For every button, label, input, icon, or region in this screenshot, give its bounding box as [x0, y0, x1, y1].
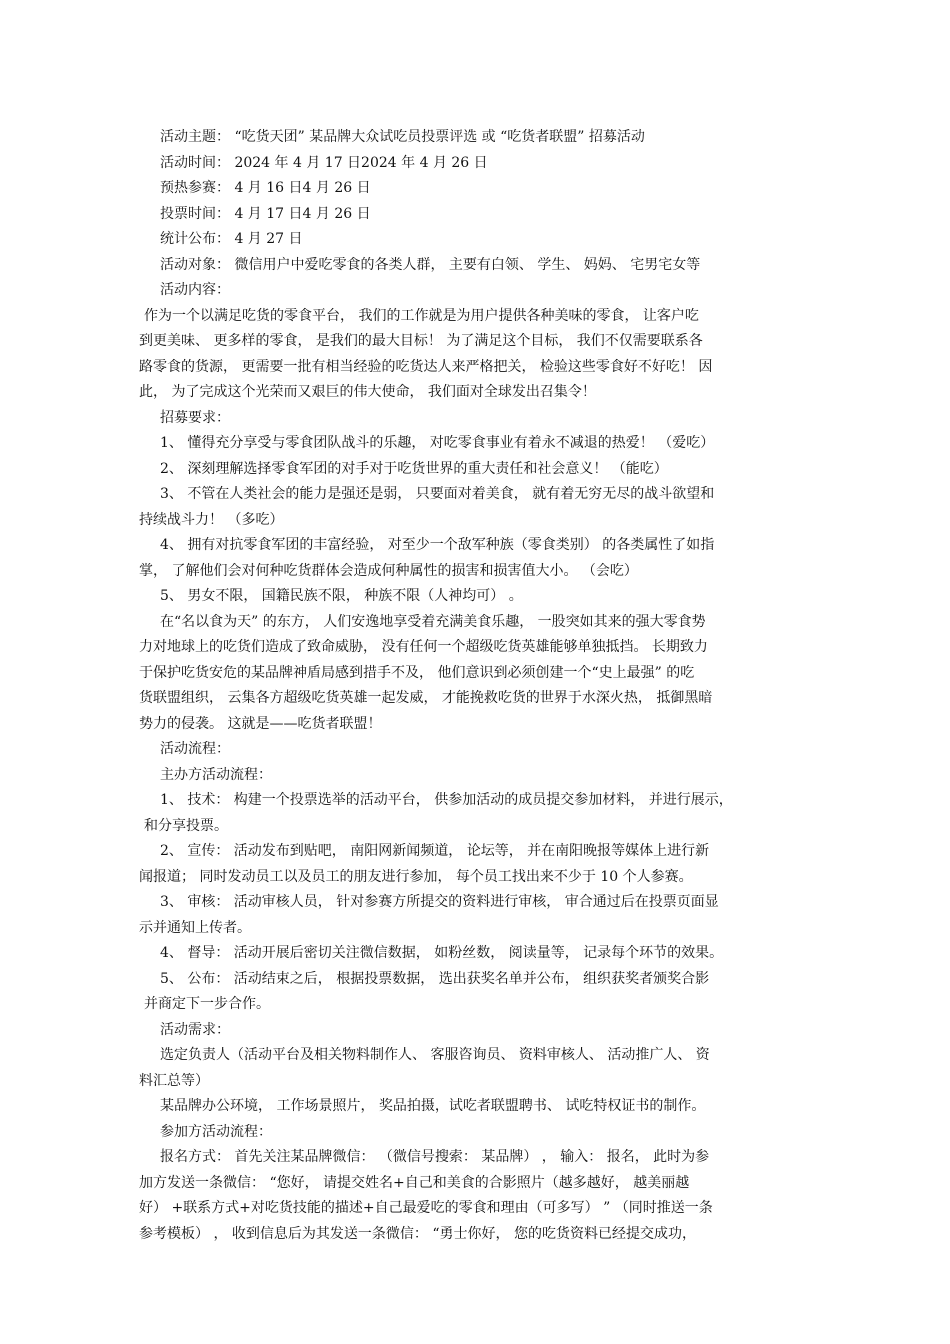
- signup-paragraph-line: 参考模板） ， 收到信息后为其发送一条微信： “勇士你好， 您的吃货资料已经提交成功，: [139, 1226, 696, 1242]
- requirement-item-cont: 持续战斗力！ （多吃）: [139, 512, 284, 528]
- signup-paragraph-line: 报名方式： 首先关注某品牌微信： （微信号搜索： 某品牌） ， 输入： 报名， 此时为参: [160, 1149, 710, 1165]
- organizer-step-cont: 示并通知上传者。: [139, 920, 251, 936]
- participant-process-heading: 参加方活动流程：: [160, 1124, 272, 1140]
- intro-paragraph-line: 到更美味、 更多样的零食， 是我们的最大目标！ 为了满足这个目标， 我们不仅需要联系各: [139, 333, 703, 349]
- requirement-item: 5、 男女不限， 国籍民族不限， 种族不限（人神均可） 。: [160, 588, 523, 604]
- story-paragraph-line: 势力的侵袭。 这就是——吃货者联盟！: [139, 716, 382, 732]
- organizer-step: 5、 公布： 活动结束之后， 根据投票数据， 选出获奖名单并公布， 组织获奖者颁奖合影: [160, 971, 710, 987]
- organizer-process-heading: 主办方活动流程：: [160, 767, 272, 783]
- voting-time-line: 投票时间： 4 月 17 日4 月 26 日: [160, 206, 371, 222]
- content-heading: 活动内容：: [160, 282, 230, 298]
- signup-paragraph-line: 好） +联系方式+对吃货技能的描述+自己最爱吃的零食和理由（可多写） ” （同时推送一条: [139, 1200, 713, 1216]
- stats-publish-line: 统计公布： 4 月 27 日: [160, 231, 303, 247]
- intro-paragraph-line: 作为一个以满足吃货的零食平台， 我们的工作就是为用户提供各种美味的零食， 让客户吃: [144, 308, 699, 324]
- needs-line: 某品牌办公环境， 工作场景照片， 奖品拍摄，试吃者联盟聘书、 试吃特权证书的制作。: [160, 1098, 706, 1114]
- requirements-heading: 招募要求：: [160, 410, 230, 426]
- organizer-step-cont: 并商定下一步合作。: [144, 996, 270, 1012]
- activity-time-line: 活动时间： 2024 年 4 月 17 日2024 年 4 月 26 日: [160, 155, 488, 171]
- organizer-step: 3、 审核： 活动审核人员， 针对参赛方所提交的资料进行审核， 审合通过后在投票页面显: [160, 894, 719, 910]
- organizer-step-cont: 和分享投票。: [144, 818, 228, 834]
- needs-line-cont: 料汇总等）: [139, 1073, 209, 1089]
- preheat-line: 预热参赛： 4 月 16 日4 月 26 日: [160, 180, 371, 196]
- process-heading: 活动流程：: [160, 741, 230, 757]
- target-audience-line: 活动对象： 微信用户中爱吃零食的各类人群， 主要有白领、 学生、 妈妈、 宅男宅女等: [160, 257, 701, 273]
- requirement-item: 1、 懂得充分享受与零食团队战斗的乐趣， 对吃零食事业有着永不减退的热爱！ （爱吃）: [160, 435, 715, 451]
- needs-line: 选定负责人（活动平台及相关物料制作人、 客服咨询员、 资料审核人、 活动推广人、 资: [160, 1047, 710, 1063]
- intro-paragraph-line: 路零食的货源， 更需要一批有相当经验的吃货达人来严格把关， 检验这些零食好不好吃！ 因: [139, 359, 713, 375]
- story-paragraph-line: 在“名以食为天” 的东方， 人们安逸地享受着充满美食乐趣， 一股突如其来的强大零食势: [160, 614, 706, 630]
- story-paragraph-line: 货联盟组织， 云集各方超级吃货英雄一起发威， 才能挽救吃货的世界于水深火热， 抵御黑暗: [139, 690, 713, 706]
- organizer-step: 2、 宣传： 活动发布到贴吧， 南阳网新闻频道， 论坛等， 并在南阳晚报等媒体上进行新: [160, 843, 710, 859]
- activity-theme-line: 活动主题： “吃货天团” 某品牌大众试吃员投票评选 或 “吃货者联盟” 招募活动: [160, 129, 645, 145]
- organizer-step: 1、 技术： 构建一个投票选举的活动平台， 供参加活动的成员提交参加材料， 并进行展示，: [160, 792, 733, 808]
- story-paragraph-line: 力对地球上的吃货们造成了致命威胁， 没有任何一个超级吃货英雄能够单独抵挡。 长期致力: [139, 639, 708, 655]
- intro-paragraph-line: 此， 为了完成这个光荣而又艰巨的伟大使命， 我们面对全球发出召集令！: [139, 384, 596, 400]
- organizer-step-cont: 闻报道； 同时发动员工以及员工的朋友进行参加， 每个员工找出来不少于 10 个人参赛。: [139, 869, 693, 885]
- story-paragraph-line: 于保护吃货安危的某品牌神盾局感到措手不及， 他们意识到必须创建一个“史上最强” 的吃: [139, 665, 695, 681]
- requirement-item-cont: 掌， 了解他们会对何种吃货群体会造成何种属性的损害和损害值大小。 （会吃）: [139, 563, 638, 579]
- needs-heading: 活动需求：: [160, 1022, 230, 1038]
- requirement-item: 3、 不管在人类社会的能力是强还是弱， 只要面对着美食， 就有着无穷无尽的战斗欲望和: [160, 486, 715, 502]
- requirement-item: 2、 深刻理解选择零食军团的对手对于吃货世界的重大责任和社会意义！ （能吃）: [160, 461, 668, 477]
- signup-paragraph-line: 加方发送一条微信： “您好， 请提交姓名+自己和美食的合影照片（越多越好， 越美丽越: [139, 1175, 690, 1191]
- requirement-item: 4、 拥有对抗零食军团的丰富经验， 对至少一个敌军种族（零食类别） 的各类属性了如指: [160, 537, 715, 553]
- organizer-step: 4、 督导： 活动开展后密切关注微信数据， 如粉丝数， 阅读量等， 记录每个环节的效果。: [160, 945, 724, 961]
